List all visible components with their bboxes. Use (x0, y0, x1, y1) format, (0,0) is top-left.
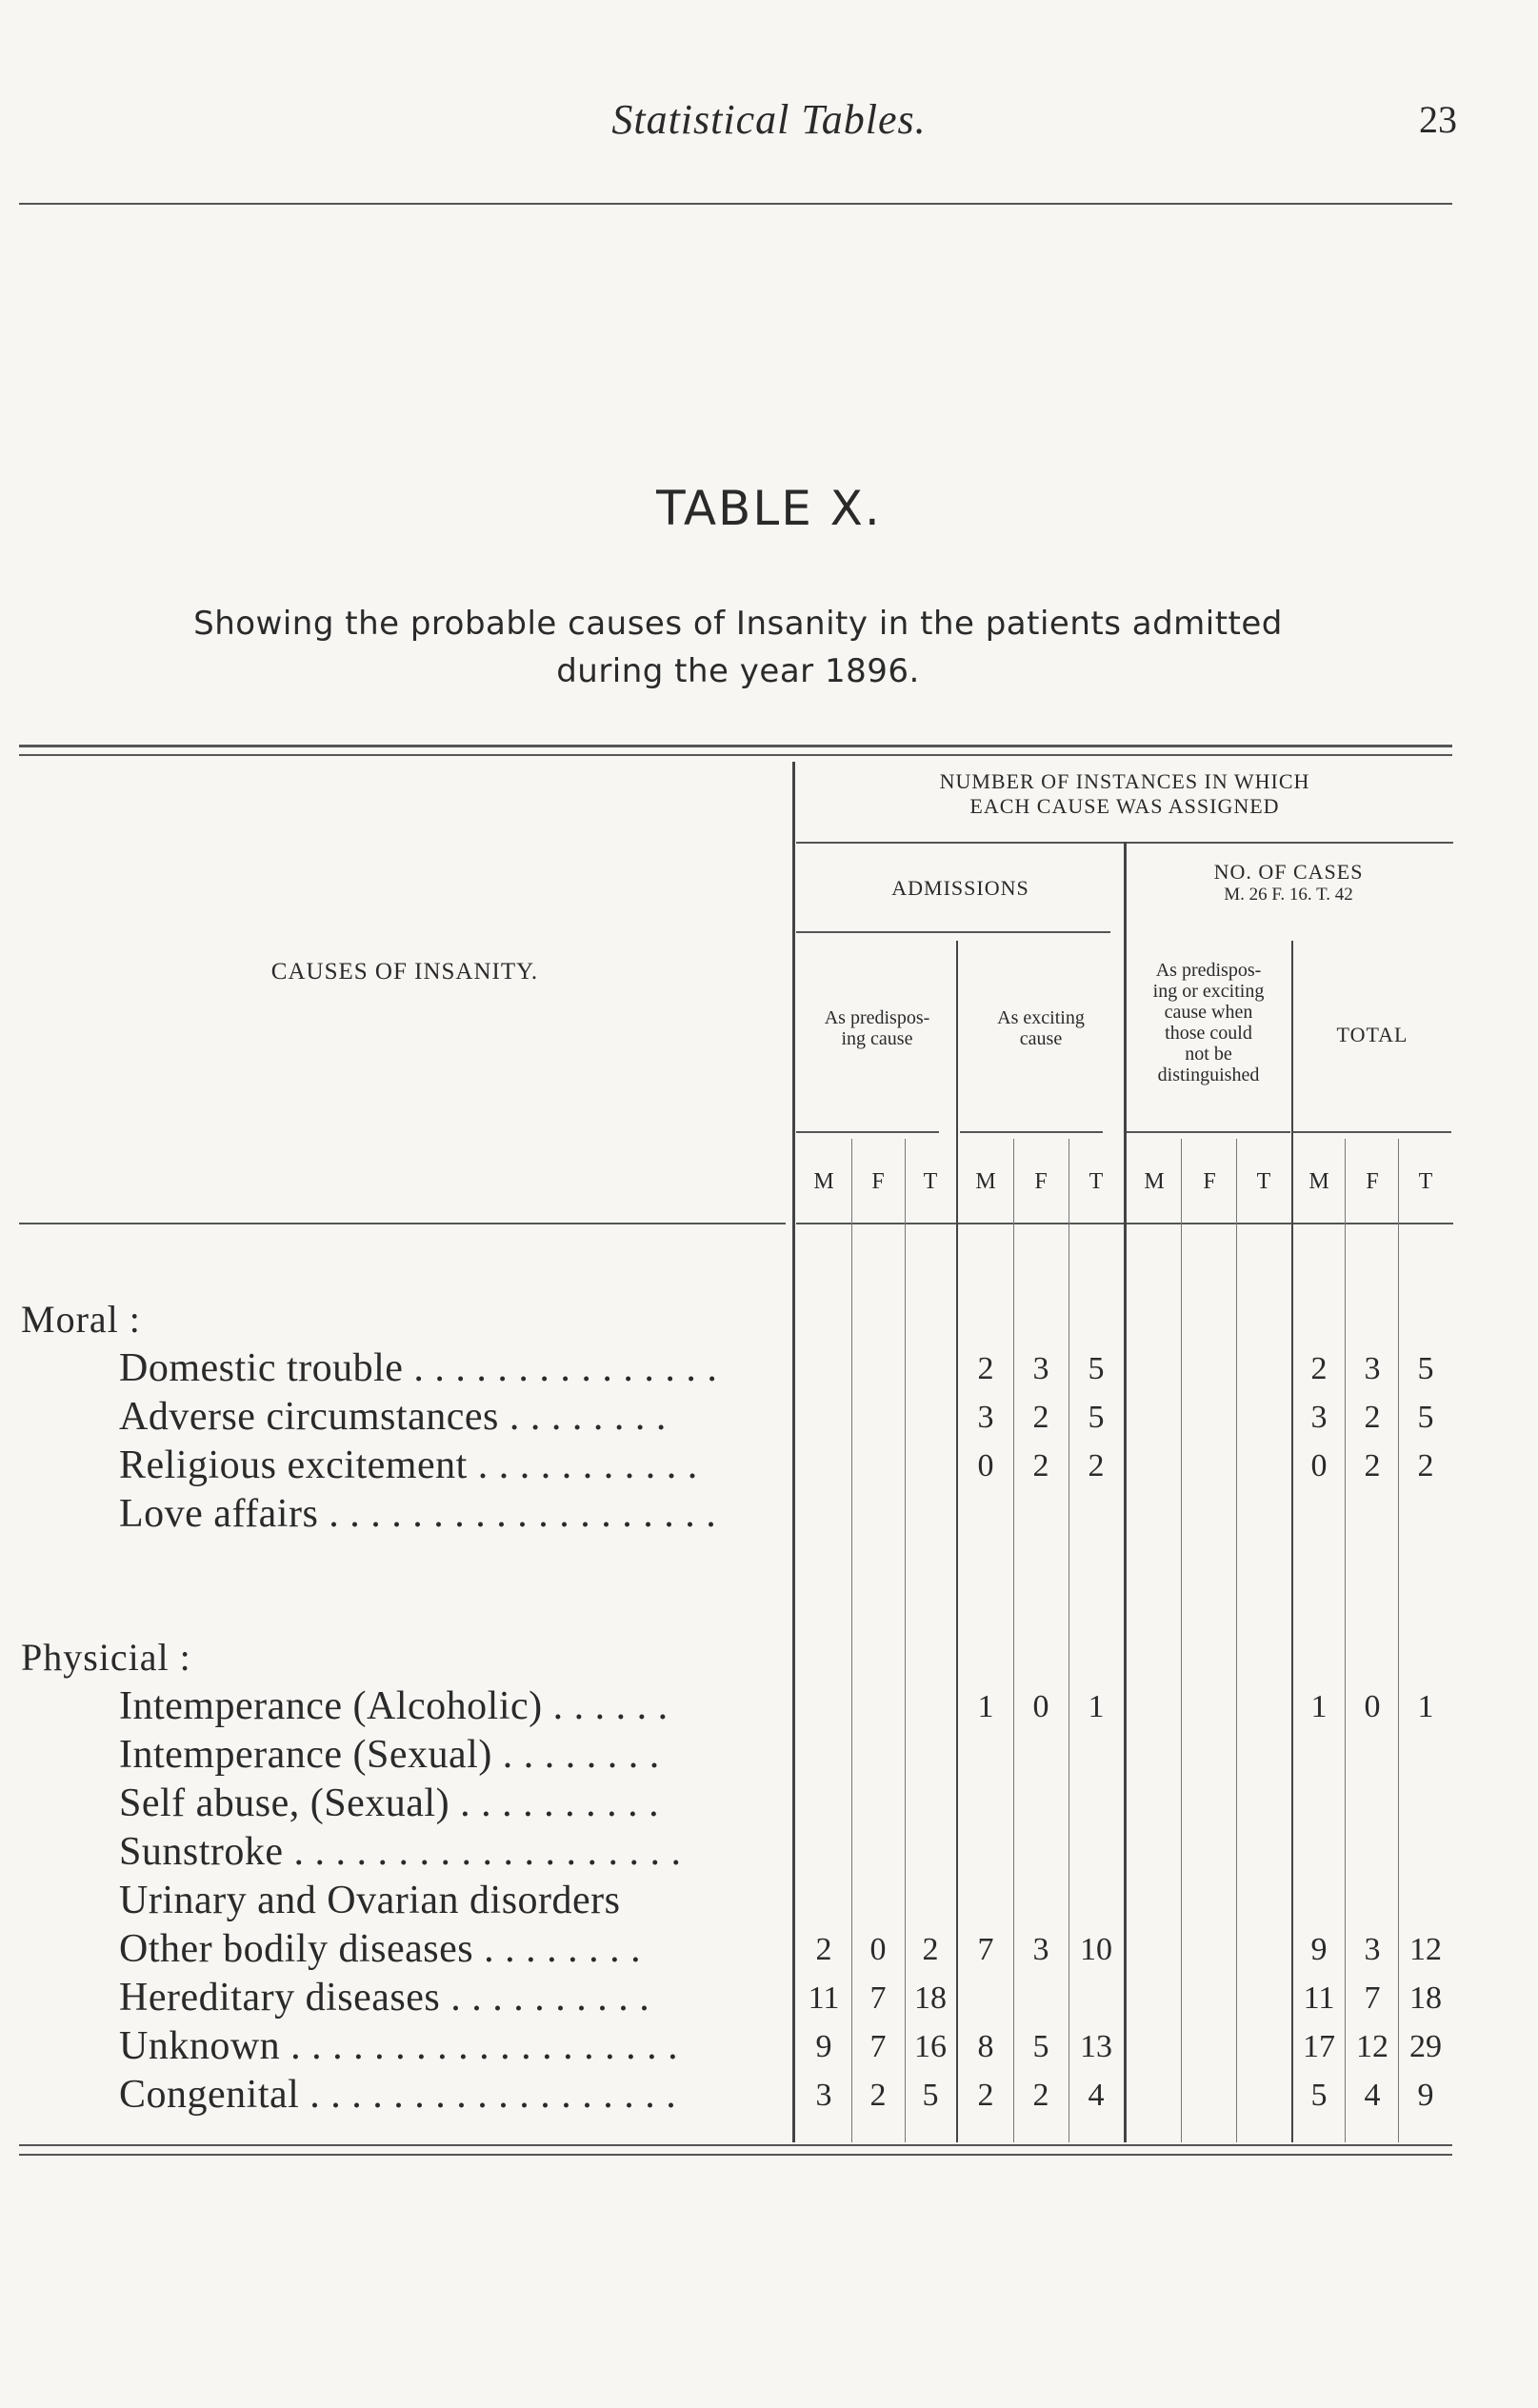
either-line: distinguished (1157, 1065, 1260, 1085)
spanner-line-2: EACH CAUSE WAS ASSIGNED (969, 794, 1280, 818)
minor-column-divider (1236, 1139, 1237, 2142)
cause-label: Domestic trouble . . . . . . . . . . . . . . . (119, 1346, 718, 1390)
table-cell: 0 (869, 1932, 887, 1967)
caption-line-2: during the year 1896. (556, 652, 920, 690)
column-label: M (975, 1169, 996, 1194)
cause-label: Religious excitement . . . . . . . . . . . (119, 1443, 698, 1487)
table-caption (48, 600, 1428, 695)
page-number: 23 (1419, 98, 1457, 141)
cause-label: Love affairs . . . . . . . . . . . . . . . . . . . (119, 1492, 717, 1536)
table-cell: 3 (1364, 1351, 1381, 1386)
table-cell: 0 (1310, 1448, 1328, 1483)
table-cell: 2 (922, 1932, 939, 1967)
either-line: ing or exciting (1152, 981, 1265, 1002)
table-cell: 17 (1303, 2029, 1335, 2064)
table-cell: 5 (1088, 1351, 1105, 1386)
table-top-rule (19, 745, 1452, 747)
table-cell: 3 (1310, 1400, 1328, 1435)
column-label: M (1308, 1169, 1329, 1194)
table-cell: 13 (1080, 2029, 1112, 2064)
table-cell: 3 (1032, 1351, 1049, 1386)
either-line: those could (1165, 1023, 1252, 1044)
spanner-header (796, 769, 1453, 819)
spanner-line-1: NUMBER OF INSTANCES IN WHICH (939, 769, 1310, 793)
table-cell: 9 (1310, 1932, 1328, 1967)
either-line: not be (1185, 1044, 1232, 1065)
either-line: As predispos- (1155, 960, 1262, 981)
table-cell: 1 (1310, 1689, 1328, 1724)
cases-header-line-2: M. 26 F. 16. T. 42 (1224, 885, 1353, 905)
table-cell: 5 (922, 2078, 939, 2113)
stub-header: CAUSES OF INSANITY. (270, 959, 539, 985)
table-cell: 0 (1032, 1689, 1049, 1724)
table-cell: 2 (977, 2078, 994, 2113)
table-top-rule-2 (19, 754, 1452, 756)
predisposing-line-2: ing cause (841, 1028, 913, 1049)
either-line: cause when (1164, 1002, 1253, 1023)
table-cell: 1 (1088, 1689, 1105, 1724)
total-header: TOTAL (1336, 1023, 1408, 1046)
group-heading: Moral : (21, 1298, 141, 1341)
column-label: T (1089, 1169, 1104, 1194)
table-cell: 5 (1032, 2029, 1049, 2064)
table-cell: 2 (1088, 1448, 1105, 1483)
cause-label: Self abuse, (Sexual) . . . . . . . . . . (119, 1781, 660, 1825)
table-cell: 2 (1310, 1351, 1328, 1386)
predisposing-line-1: As predispos- (824, 1007, 930, 1028)
table-cell: 18 (1409, 1980, 1442, 2016)
cause-label: Sunstroke . . . . . . . . . . . . . . . . . . . (119, 1830, 682, 1874)
table-cell: 2 (1032, 2078, 1049, 2113)
group-rule (1127, 1131, 1290, 1133)
table-cell: 8 (977, 2029, 994, 2064)
column-label: F (871, 1169, 885, 1194)
cases-header (1127, 860, 1450, 905)
table-cell: 7 (869, 2029, 887, 2064)
group-rule (1293, 1131, 1451, 1133)
table-cell: 2 (1032, 1448, 1049, 1483)
minor-column-divider (1398, 1139, 1399, 2142)
minor-column-divider (1345, 1139, 1346, 2142)
predisposing-header (796, 1007, 958, 1049)
table-cell: 0 (1364, 1689, 1381, 1724)
table-cell: 1 (1417, 1689, 1434, 1724)
minor-column-divider (1013, 1139, 1014, 2142)
stub-divider (792, 762, 795, 2142)
table-cell: 2 (815, 1932, 832, 1967)
cases-header-line-1: NO. OF CASES (1213, 860, 1364, 884)
cause-label: Congenital . . . . . . . . . . . . . . . . . . (119, 2073, 677, 2117)
table-cell: 7 (977, 1932, 994, 1967)
table-bottom-rule (19, 2144, 1452, 2146)
table-cell: 12 (1409, 1932, 1442, 1967)
table-cell: 0 (977, 1448, 994, 1483)
table-cell: 2 (1364, 1448, 1381, 1483)
cause-label: Intemperance (Sexual) . . . . . . . . (119, 1733, 660, 1777)
either-header (1127, 960, 1290, 1085)
exciting-header (960, 1007, 1122, 1049)
admissions-rule (796, 931, 1110, 933)
table-cell: 7 (869, 1980, 887, 2016)
table-cell: 12 (1356, 2029, 1388, 2064)
cause-label: Other bodily diseases . . . . . . . . (119, 1927, 642, 1971)
column-label: F (1034, 1169, 1048, 1194)
header-bottom-rule (19, 1223, 786, 1224)
column-label: F (1203, 1169, 1216, 1194)
column-divider (956, 941, 958, 2142)
table-cell: 3 (1364, 1932, 1381, 1967)
table-cell: 3 (1032, 1932, 1049, 1967)
cause-label: Urinary and Ovarian disorders (119, 1879, 621, 1922)
column-label: F (1366, 1169, 1379, 1194)
cause-label: Hereditary diseases . . . . . . . . . . (119, 1976, 650, 2020)
table-cell: 11 (808, 1980, 840, 2016)
table-cell: 1 (977, 1689, 994, 1724)
table-cell: 29 (1409, 2029, 1442, 2064)
table-cell: 2 (1364, 1400, 1381, 1435)
table-cell: 5 (1417, 1400, 1434, 1435)
table-cell: 11 (1303, 1980, 1335, 2016)
cause-label: Intemperance (Alcoholic) . . . . . . (119, 1684, 669, 1728)
table-bottom-rule-2 (19, 2154, 1452, 2156)
table-cell: 2 (977, 1351, 994, 1386)
table-cell: 2 (869, 2078, 887, 2113)
table-cell: 18 (914, 1980, 947, 2016)
table-cell: 3 (815, 2078, 832, 2113)
cause-label: Adverse circumstances . . . . . . . . (119, 1395, 667, 1439)
cause-label: Unknown . . . . . . . . . . . . . . . . . . . (119, 2024, 679, 2068)
table-cell: 5 (1310, 2078, 1328, 2113)
column-label: M (1144, 1169, 1165, 1194)
table-cell: 9 (1417, 2078, 1434, 2113)
running-head (0, 95, 1538, 152)
column-label: T (1256, 1169, 1271, 1194)
table-cell: 4 (1364, 2078, 1381, 2113)
column-label: T (923, 1169, 938, 1194)
table-cell: 2 (1032, 1400, 1049, 1435)
minor-column-divider (1181, 1139, 1182, 2142)
column-divider (1124, 842, 1127, 2142)
table-title: TABLE X. (656, 481, 882, 536)
column-label: M (813, 1169, 834, 1194)
table-cell: 3 (977, 1400, 994, 1435)
exciting-line-2: cause (1019, 1028, 1063, 1049)
exciting-line-1: As exciting (997, 1007, 1085, 1028)
head-rule (19, 203, 1452, 205)
group-heading: Physicial : (21, 1636, 191, 1679)
admissions-header: ADMISSIONS (891, 876, 1029, 900)
table-cell: 2 (1417, 1448, 1434, 1483)
table-cell: 16 (914, 2029, 947, 2064)
table-cell: 7 (1364, 1980, 1381, 2016)
group-rule (960, 1131, 1103, 1133)
caption-line-1: Showing the probable causes of Insanity in the patients admitted (193, 605, 1283, 643)
running-title: Statistical Tables. (611, 96, 927, 143)
table-cell: 5 (1088, 1400, 1105, 1435)
column-label: T (1418, 1169, 1433, 1194)
group-rule (796, 1131, 939, 1133)
table-cell: 10 (1080, 1932, 1112, 1967)
table-cell: 4 (1088, 2078, 1105, 2113)
table-cell: 5 (1417, 1351, 1434, 1386)
table-cell: 9 (815, 2029, 832, 2064)
